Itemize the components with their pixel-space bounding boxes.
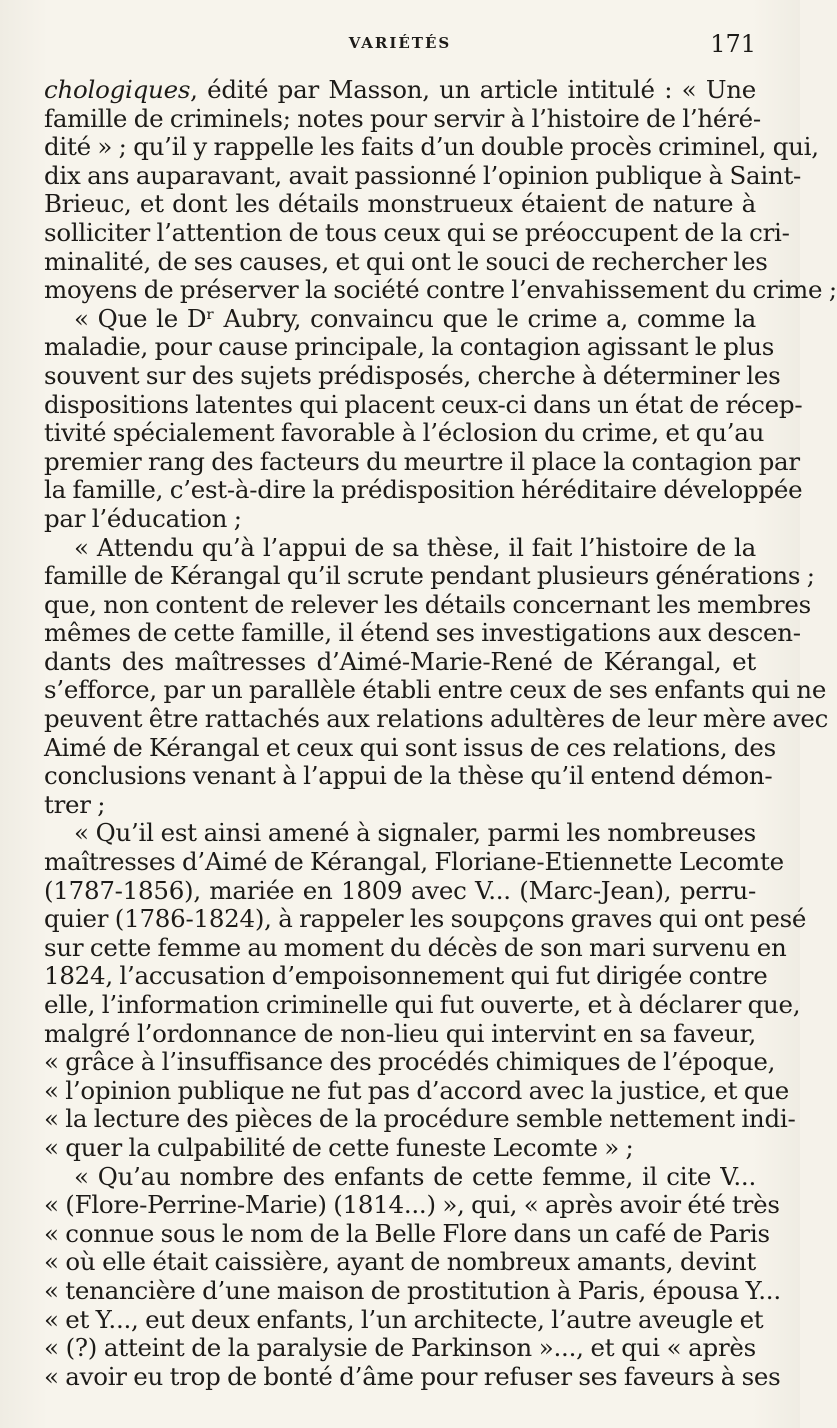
text-line: « connue sous le nom de la Belle Flore dans un café de Paris: [44, 1218, 770, 1248]
text-line: famille de Kérangal qu’il scrute pendant plusieurs générations ;: [44, 561, 815, 591]
text-line: Brieuc, et dont les détails monstrueux étaient de nature à: [44, 189, 756, 219]
paragraph-1: [44, 75, 837, 305]
running-head: [44, 30, 756, 66]
text-line: dispositions latentes qui placent ceux-ci dans un état de récep-: [44, 389, 803, 419]
text-line: « Que le Dʳ Aubry, convaincu que le crime a, comme la: [74, 303, 756, 333]
text-line: premier rang des facteurs du meurtre il place la contagion par: [44, 446, 800, 476]
text-line: « l’opinion publique ne fut pas d’accord avec la justice, et que: [44, 1075, 790, 1105]
text-line: dix ans auparavant, avait passionné l’opinion publique à Saint-: [44, 160, 802, 190]
text-line: « quer la culpabilité de cette funeste Lecomte » ;: [44, 1132, 634, 1162]
paragraph-2: [44, 303, 803, 534]
text-line: la famille, c’est-à-dire la prédisposition héréditaire développée: [44, 475, 803, 505]
text-line: dants des maîtresses d’Aimé-Marie-René de Kérangal, et: [44, 646, 756, 676]
text-line: trer ;: [44, 789, 106, 819]
text-line: minalité, de ses causes, et qui ont le souci de rechercher les: [44, 246, 768, 276]
text-line: (1787-1856), mariée en 1809 avec V... (Marc-Jean), perru-: [44, 875, 756, 905]
text-line: par l’éducation ;: [44, 503, 242, 533]
text-line: « la lecture des pièces de la procédure semble nettement indi-: [44, 1104, 796, 1134]
text-line: Aimé de Kérangal et ceux qui sont issus de ces relations, des: [44, 732, 776, 762]
text-line: famille de criminels; notes pour servir à l’histoire de l’héré-: [44, 103, 761, 133]
text-line: « Qu’au nombre des enfants de cette femme, il cite V...: [74, 1161, 756, 1191]
paragraph-5: [44, 1161, 781, 1392]
text-line: « (Flore-Perrine-Marie) (1814...) », qui, « après avoir été très: [44, 1190, 780, 1220]
text-line: « Qu’il est ainsi amené à signaler, parmi les nombreuses: [74, 818, 756, 848]
paragraph-4: [44, 818, 807, 1162]
text-line: 1824, l’accusation d’empoisonnement qui fut dirigée contre: [44, 961, 768, 991]
text-line: chologiques, édité par Masson, un article intitulé : « Une: [44, 75, 756, 104]
text-line: maladie, pour cause principale, la contagion agissant le plus: [44, 332, 775, 362]
text-line: solliciter l’attention de tous ceux qui se préoccupent de la cri-: [44, 217, 790, 247]
text-line: souvent sur des sujets prédisposés, cherche à déterminer les: [44, 360, 781, 390]
text-line: malgré l’ordonnance de non-lieu qui intervint en sa faveur,: [44, 1018, 756, 1048]
text-line: sur cette femme au moment du décès de son mari survenu en: [44, 932, 787, 962]
text-line: « grâce à l’insuffisance des procédés chimiques de l’époque,: [44, 1047, 776, 1077]
text-line: elle, l’information criminelle qui fut ouverte, et à déclarer que,: [44, 990, 801, 1019]
body-text: [44, 75, 837, 1391]
text-line: maîtresses d’Aimé de Kérangal, Floriane-Etiennette Lecomte: [44, 847, 784, 877]
text-line: « Attendu qu’à l’appui de sa thèse, il fait l’histoire de la: [74, 532, 756, 562]
text-line: quier (1786-1824), à rappeler les soupçons graves qui ont pesé: [44, 904, 807, 934]
text-line: moyens de préserver la société contre l’envahissement du crime ;: [44, 275, 837, 305]
text-line: « et Y..., eut deux enfants, l’un architecte, l’autre aveugle et: [44, 1304, 764, 1334]
text-line: que, non content de relever les détails concernant les membres: [44, 589, 811, 619]
text-line: peuvent être rattachés aux relations adultères de leur mère avec: [44, 704, 829, 734]
text-line: tivité spécialement favorable à l’éclosion du crime, et qu’au: [44, 418, 765, 448]
section-title: VARIÉTÉS: [348, 34, 452, 52]
text-line: « (?) atteint de la paralysie de Parkinson »..., et qui « après: [44, 1333, 756, 1363]
page-number: 171: [710, 30, 756, 58]
text-line: « où elle était caissière, ayant de nombreux amants, devint: [44, 1247, 756, 1277]
text-line: mêmes de cette famille, il étend ses investigations aux descen-: [44, 618, 801, 648]
text-line: s’efforce, par un parallèle établi entre ceux de ses enfants qui ne: [44, 675, 827, 705]
text-line: « avoir eu trop de bonté d’âme pour refuser ses faveurs à ses: [44, 1361, 781, 1391]
text-line: « tenancière d’une maison de prostitution à Paris, épousa Y...: [44, 1275, 781, 1305]
paragraph-3: [44, 532, 829, 820]
text-line: dité » ; qu’il y rappelle les faits d’un double procès criminel, qui,: [44, 132, 819, 162]
text-line: conclusions venant à l’appui de la thèse qu’il entend démon-: [44, 761, 773, 791]
